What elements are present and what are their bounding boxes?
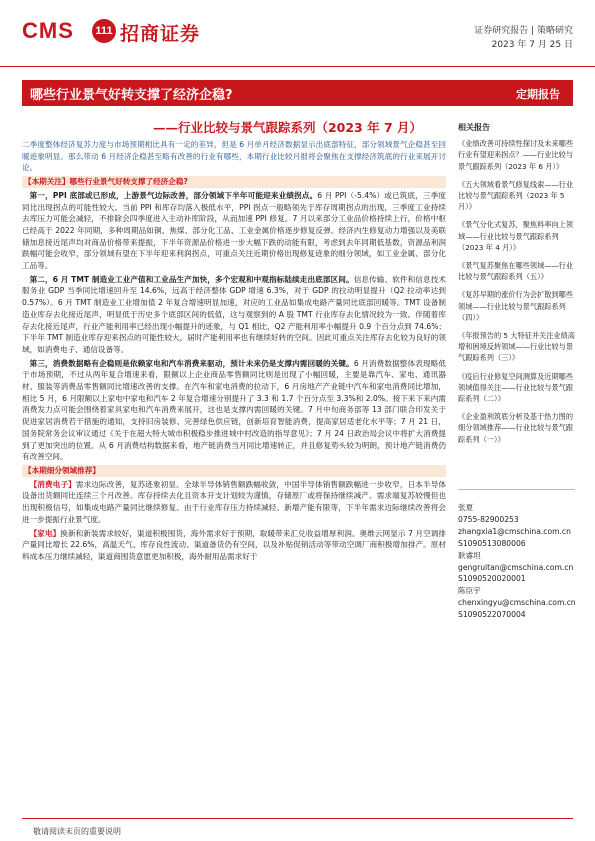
main-content [22, 139, 446, 565]
analyst-cert: S1090522070004 [458, 610, 526, 620]
related-report-link[interactable]: 《业绩改善可持续性探讨及未来哪些行业有望迎来拐点？——行业比较与景气跟踪系列（2023 年 6 月）》 [458, 139, 574, 171]
analyst-phone: 0755-82900253 [458, 514, 519, 524]
analyst-email[interactable]: gengruitan@cmschina.com.cn [458, 562, 574, 572]
related-reports [458, 122, 578, 452]
paragraph-first-body: 6 月 PPI（-5.4%）或已筑底，三季度同比出现拐点的可能性较大。当前 PPI 和库存均落入极低水平，PPI 拐点一般略领先于库存周期拐点的出现，三季度工业持续去库压力可能会减轻，不排除会四季度进入主动补库阶段，从而加速 PPI 修复。7 月以来部分工业品价格持续上行，价格中枢已经高于 2022 年同期，多种周期品如铜、焦煤、部分化工品、工业金属价格逐步修复反弹。经济内生修复动力增强以及美联储加息接近尾声均对商品价格带来提振，下半年资源品价格进一步大幅下跌的动能有限，考虑到去年同期低基数，资源品利润跌幅可能会收窄，部分领域有望在下半年迎来利润拐点，可重点关注近期价格出现修复迹象的细分领域，如工业金属、部分化工品等。 [22, 190, 446, 271]
related-report-link[interactable]: 《五大领域看景气修复线索——行业比较与景气跟踪系列（2023 年 5 月）》 [458, 179, 574, 212]
analyst-contacts [458, 502, 578, 621]
related-report-link[interactable]: 《企业盈利筑底分析及基于热力图的细分领域推荐——行业比较与景气跟踪系列（一）》 [458, 412, 574, 444]
analyst-name: 耿睿坦 [458, 550, 481, 560]
paragraph-second-lead: 第二，6 月 TMT 制造业工业产值和工业品生产加快，多个宏观和中观指标陆续走出底部区间。 [29, 274, 354, 284]
paragraph-consumer-electronics-body: 需求边际改善，复苏迹象初显。全球半导体销售额跌幅收敛，中国半导体销售额跌幅进一步收窄，日本半导体设备出货额同比连续三个月改善。库存持续去化且资本开支计划较为谨慎，存储原厂或将保持继续减产。需求端复苏较慢但也出现积极信号，如集成电路产量同比继续修复。由于行业库存压力持续减轻、新增产能有限等，下半年需求边际继续改善将会进一步提振行业景气度。 [22, 479, 446, 524]
subtitle: ——行业比较与景气跟踪系列（2023 年 7 月） [152, 120, 422, 135]
tag-appliances: 【家电】 [29, 528, 61, 538]
paragraph-appliances [22, 528, 446, 563]
section-heading-focus: 【本期关注】哪些行业景气好转支撑了经济企稳? [22, 176, 446, 188]
paragraph-first [22, 190, 446, 272]
related-report-link[interactable]: 《景气分化式复苏，聚焦料率向上领域——行业比较与景气跟踪系列（2023 年 4 月）》 [458, 220, 574, 252]
top-divider [0, 66, 595, 67]
related-reports-heading: 相关报告 [458, 123, 490, 132]
page-title: 哪些行业景气好转支撑了经济企稳? [30, 88, 233, 103]
analyst-name: 张夏 [458, 503, 474, 512]
summary-paragraph: 二季度整体经济复苏力度与市场预期相比具有一定的差异，但是 6 月单月经济数据显示出底部特征，部分领域景气企稳甚至回暖迹象明显。那么带动 6 月经济企稳甚至略有改善的行业有哪些，本期行业比较月报将会聚焦在支撑经济筑底的行业来展开讨论。 [22, 140, 446, 173]
analyst-cert: S1090520020001 [458, 574, 526, 584]
disclaimer-note: 敬请阅读末页的重要说明 [33, 827, 121, 836]
analyst-name: 陈臣宇 [458, 586, 481, 596]
analyst-email[interactable]: zhangxia1@cmschina.com.cn [458, 526, 571, 536]
paragraph-third-lead: 第三，消费数据略有企稳则是依赖家电和汽车消费来驱动，预计未来仍是支撑内需回暖的关键。 [29, 358, 354, 368]
paragraph-second-body: 信息传输、软件和信息技术服务业 GDP 当季同比增速回升至 14.6%，远高于经济整体 GDP 增速 6.3%，对于 GDP 的拉动明显提升（Q2 拉动率达到 0.57%）。6 月 TMT 制造业工业增加值 2 年复合增速明显加速，对应的工业品如集成电路产量同比底部回暖等。TMT 设备制造业库存去化接近尾声，明显低于历史多个底部区间的低值，这与观察到的 A 股 TMT 行业库存去化情况较为一致。伴随着库存去化接近尾声，行业产能利用率已经出现小幅提升的迹象，与 Q1 相比，Q2 产能利用率小幅提升 0.9 个百分点到 74.6%；下半年 TMT 制造业库存迎来拐点的可能性较大，届时产能利用率也有继续好转的空间。因此可重点关注库存去化较为良好的领域，如消费电子、通信设备等。 [22, 274, 446, 354]
report-meta [474, 24, 573, 52]
report-date: 2023 年 7 月 25 日 [491, 40, 573, 50]
section-heading-recommend: 【本期细分领域推荐】 [22, 465, 446, 477]
tag-consumer-electronics: 【消费电子】 [29, 479, 76, 489]
bottom-divider [22, 818, 573, 819]
analyst-cert: S1090513080006 [458, 538, 526, 548]
related-report-link[interactable]: 《年报预告的 5 大特征并关注业绩高增和困境反转领域——行业比较与景气跟踪系列（三）》 [458, 331, 575, 363]
sidebar-divider [458, 489, 575, 490]
related-report-link[interactable]: 《景气复苏聚焦在哪些领域——行业比较与景气跟踪系列（五）》 [458, 261, 574, 282]
paragraph-appliances-body: 换新和新装需求较好，渠道积极囤货，海外需求好于预期，取暖带来汇兑收益增厚利润。奥维云网显示 7 月空调排产量同比增长 22.6%，高温天气、库存良性流动、渠道备货仍有空间，以及补贴促销活动等带动空调厂商积极增加排产。原材料成本压力继续减轻，渠道商囤货意愿更加积极，海外耐用品需求好于 [22, 528, 447, 561]
paragraph-third-body: 6 月消费数据整体表现略低于市场预期，不过从两年复合增速来看，限额以上企业商品零售额同比则是出现了小幅回暖，主要是靠汽车、家电、通讯器材、服装等消费品零售额同比增速改善的支撑。在汽车和家电消费的拉动下，6 月房地产产业链中汽车和家电消费同比增加，相比 5 月，6 月限额以上家电中家电和汽车 2 年复合增速分别提升了 3.3 和 1.7 个百分点至 3.3%和 2.0%。接下来下来内需消费发力点可能会围绕着家具家电和汽车消费来展开，这也是支撑内需回暖的关键。7 月中旬商务部等 13 部门联合印发关于促进家居消费若干措施的通知，支持旧房装修、完善绿色供应链，创新培育智能消费，提高家居适老化水平等；7 月 21 日，国务院常务会议审议通过《关于在超大特大城市积极稳步推进城中村改造的指导意见》；7 月 24 日政治局会议中将扩大消费提到了更加突出的位置。从 6 月消费结构数据来看，地产链消费当月同比增速转正，并且修复势头较为明朗，预计地产链消费仍有改善空间。 [22, 358, 446, 462]
paragraph-third [22, 358, 446, 463]
logo-cn: 招商证券 [120, 23, 201, 45]
report-tag: 定期报告 [516, 88, 560, 101]
paragraph-consumer-electronics [22, 479, 446, 526]
related-report-link[interactable]: 《复苏早期的涨价行为会扩散到哪些领域——行业比较与景气跟踪系列（四）》 [458, 290, 574, 322]
paragraph-first-lead: 第一，PPI 底部或已形成，上游景气边际改善，部分领域下半年可能迎来业绩拐点。 [29, 190, 318, 200]
analyst-email[interactable]: chenxingyu@cmschina.com.cn [458, 598, 576, 608]
logo-badge-icon: 111 [92, 19, 116, 43]
report-type: 证券研究报告 | 策略研究 [474, 26, 573, 36]
related-report-link[interactable]: 《疫后行业修复空间测算及近期哪些领域值得关注——行业比较与景气跟踪系列（二）》 [458, 371, 574, 404]
paragraph-second [22, 274, 446, 356]
logo-cms: CMS [22, 18, 74, 43]
